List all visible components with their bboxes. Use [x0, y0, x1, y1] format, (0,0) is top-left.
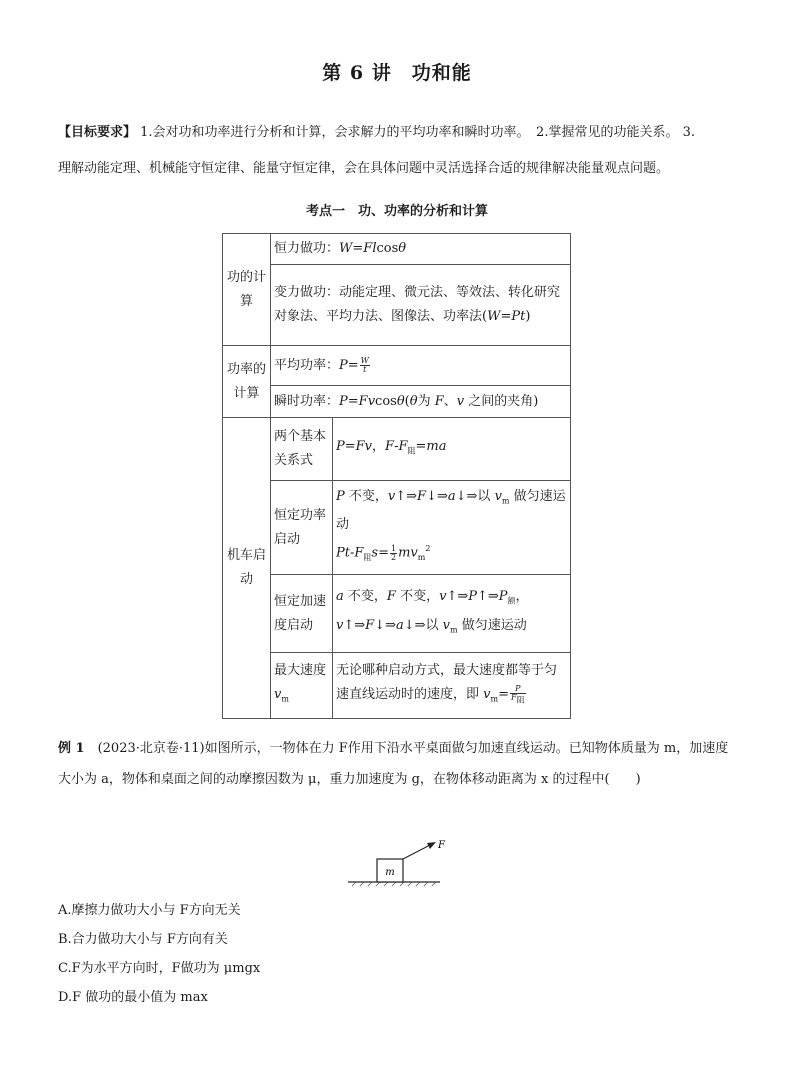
work-row-variable: 变力做功：动能定理、微元法、等效法、转化研究对象法、平均力法、图像法、功率法(W=Pt) [271, 265, 571, 346]
block-label: m [385, 867, 395, 878]
power-row-average: 平均功率：P= $\frac{W}{t}$ [271, 346, 571, 386]
section-title: 考点一 功、功率的分析和计算 [305, 204, 488, 219]
car-label-const-accel: 恒定加速度启动 [271, 575, 333, 653]
power-category: 功率的计算 [223, 346, 271, 418]
car-label-relations: 两个基本关系式 [271, 418, 333, 481]
goals-text-1: 1.会对功和功率进行分析和计算，会求解力的平均功率和瞬时功率。 2.掌握常见的功能关系。 3. [136, 125, 695, 140]
power-row-instant: 瞬时功率：P=Fvcosθ(θ为 F、v 之间的夹角) [271, 386, 571, 418]
car-label-const-power: 恒定功率启动 [271, 481, 333, 575]
car-category: 机车启动 [223, 418, 271, 719]
example-label: 例 1 [58, 741, 85, 756]
car-content-const-power: P 不变，v↑⇒F↓⇒a↓⇒以 $v_m$ 做匀速运动 $Pt-F_阻s=$ $\frac{1}{2}$ $mv_m^2$ [333, 481, 571, 575]
car-content-max-speed: 无论哪种启动方式，最大速度都等于匀速直线运动时的速度，即 $v_m=$ $\frac{P}{F_阻}$ [333, 653, 571, 719]
car-content-const-accel: a 不变，F 不变，$v↑\Rightarrow P↑\Rightarrow P_额$，v↑⇒F↓⇒a↓⇒以 $v_m$ 做匀速运动 [333, 575, 571, 653]
force-arrow-shaft [403, 844, 432, 859]
option-d: D.F 做功的最小值为 max [58, 990, 208, 1005]
car-content-relations: P=Fv，$F-F_阻=ma$ [333, 418, 571, 481]
example-source: (2023·北京卷·11) [97, 741, 205, 756]
goals-line-2: 理解动能定理、机械能守恒定律、能量守恒定律，会在具体问题中灵活选择合适的规律解决能量观点问题。 [58, 161, 670, 176]
force-diagram [340, 838, 450, 890]
force-label: F [438, 840, 445, 851]
goals-line-1 [58, 117, 738, 148]
power-fraction: $\frac{W}{t}$ [360, 355, 369, 374]
force-arrow-head [427, 842, 436, 849]
car-label-max-speed: 最大速度$v_m$ [271, 653, 333, 719]
example-text: 如图所示，一物体在力 F作用下沿水平桌面做匀加速直线运动。已知物体质量为 m，加速度大小为 a，物体和桌面之间的动摩擦因数为 μ，重力加速度为 g，在物体移动距离为 x 的过程中( ) [58, 741, 729, 787]
goals-tag: 【目标要求】 [58, 125, 137, 140]
work-row-constant: 恒力做功：W=Flcosθ [271, 234, 571, 265]
summary-table [222, 233, 571, 719]
example-question [58, 733, 738, 795]
option-b: B.合力做功大小与 F方向有关 [58, 932, 228, 947]
option-c: C.F为水平方向时，F做功为 μmgx [58, 961, 261, 976]
work-category: 功的计算 [223, 234, 271, 346]
page-title: 第 6 讲 功和能 [322, 62, 472, 84]
option-a: A.摩擦力做功大小与 F方向无关 [58, 903, 241, 918]
